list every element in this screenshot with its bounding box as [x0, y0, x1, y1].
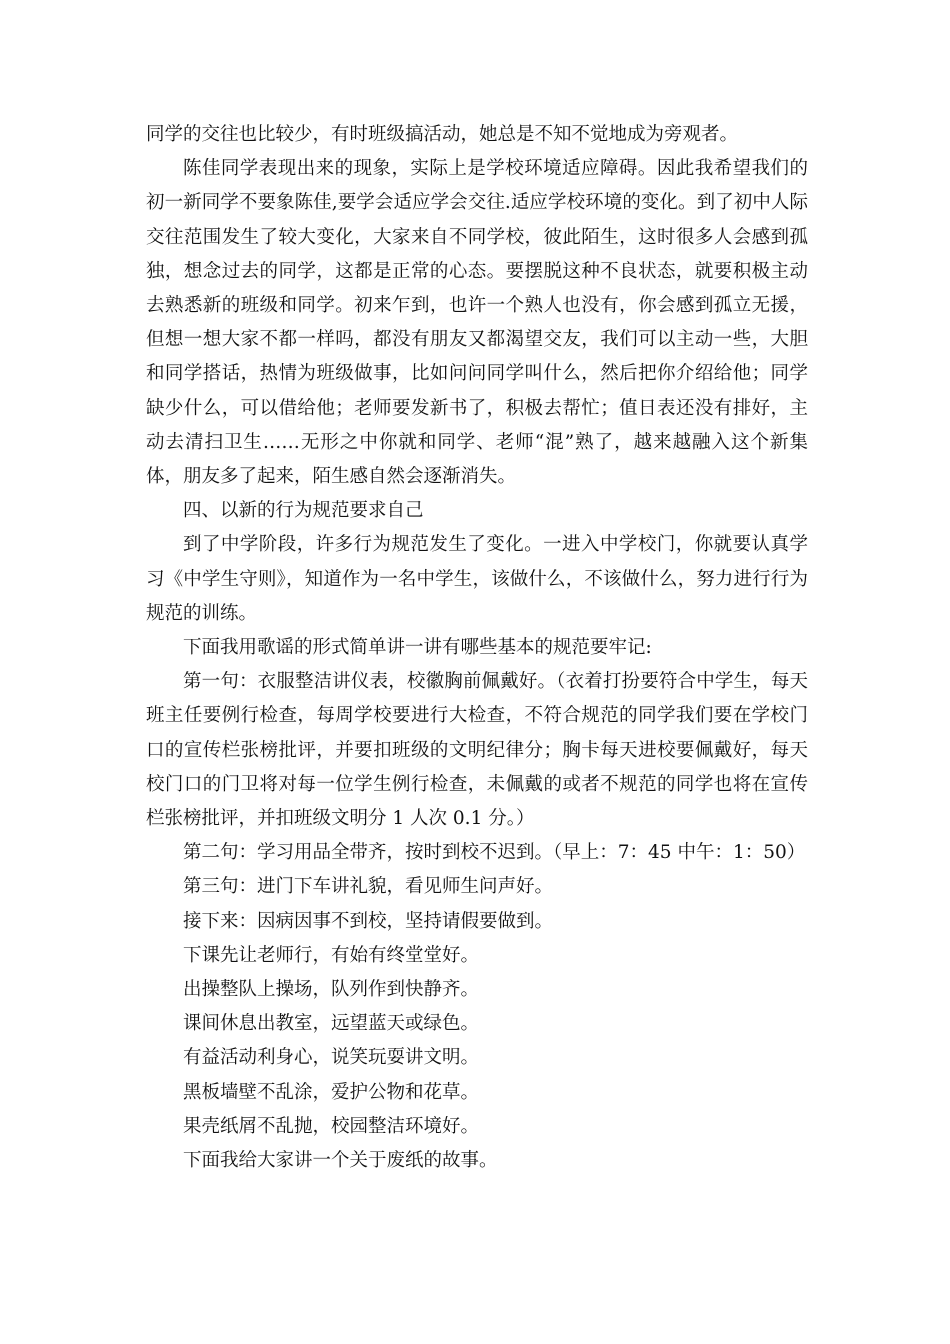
paragraph-continuation: 同学的交往也比较少，有时班级搞活动，她总是不知不觉地成为旁观者。 — [146, 124, 739, 145]
rhyme-line-4: 接下来：因病因事不到校，坚持请假要做到。 — [183, 910, 554, 932]
section-heading-four: 四、以新的行为规范要求自己 — [183, 500, 424, 522]
paragraph-rhyme-intro: 下面我用歌谣的形式简单讲一讲有哪些基本的规范要牢记: — [183, 637, 652, 659]
rhyme-line-3: 第三句：进门下车讲礼貌，看见师生问声好。 — [183, 876, 554, 898]
document-body — [146, 118, 808, 1178]
paragraph-middle-school-norms: 到了中学阶段，许多行为规范发生了变化。一进入中学校门，你就要认真学习《中学生守则》，知道作为一名中学生，该做什么，不该做什么，努力进行行为规范的训练。 — [146, 534, 808, 624]
rhyme-line-5: 下课先让老师行，有始有终堂堂好。 — [183, 944, 480, 966]
rhyme-line-10: 果壳纸屑不乱抛，校园整洁环境好。 — [183, 1115, 480, 1137]
paragraph-story-intro: 下面我给大家讲一个关于废纸的故事。 — [183, 1150, 498, 1172]
rhyme-line-7: 课间休息出教室，远望蓝天或绿色。 — [183, 1013, 480, 1035]
rhyme-line-9: 黑板墙壁不乱涂，爱护公物和花草。 — [183, 1081, 480, 1103]
rhyme-line-1: 第一句：衣服整洁讲仪表，校徽胸前佩戴好。（衣着打扮要符合中学生，每天班主任要例行检查，每周学校要进行大检查，不符合规范的同学我们要在学校门口的宣传栏张榜批评，并要扣班级的文明纪律分；胸卡每天进校要佩戴好，每天校门口的门卫将对每一位学生例行检查，未佩戴的或者不规范的同学也将在宣传栏张榜批评，并扣班级文明分 1 人次 0.1 分。） — [146, 671, 808, 830]
rhyme-line-2: 第二句：学习用品全带齐，按时到校不迟到。（早上：7：45 中午：1：50） — [183, 842, 806, 864]
rhyme-line-6: 出操整队上操场，队列作到快静齐。 — [183, 979, 480, 1001]
paragraph-chenjia-adaptation: 陈佳同学表现出来的现象，实际上是学校环境适应障碍。因此我希望我们的初一新同学不要象陈佳,要学会适应学会交往.适应学校环境的变化。到了初中人际交往范围发生了较大变化，大家来自不同学校，彼此陌生，这时很多人会感到孤独，想念过去的同学，这都是正常的心态。要摆脱这种不良状态，就要积极主动去熟悉新的班级和同学。初来乍到，也许一个熟人也没有，你会感到孤立无援，但想一想大家不都一样吗，都没有朋友又都渴望交友，我们可以主动一些，大胆和同学搭话，热情为班级做事，比如问问同学叫什么，然后把你介绍给他；同学缺少什么，可以借给他；老师要发新书了，积极去帮忙；值日表还没有排好，主动去清扫卫生……无形之中你就和同学、老师“混”熟了，越来越融入这个新集体，朋友多了起来，陌生感自然会逐渐消失。 — [146, 158, 808, 488]
rhyme-line-8: 有益活动利身心，说笑玩耍讲文明。 — [183, 1047, 480, 1069]
